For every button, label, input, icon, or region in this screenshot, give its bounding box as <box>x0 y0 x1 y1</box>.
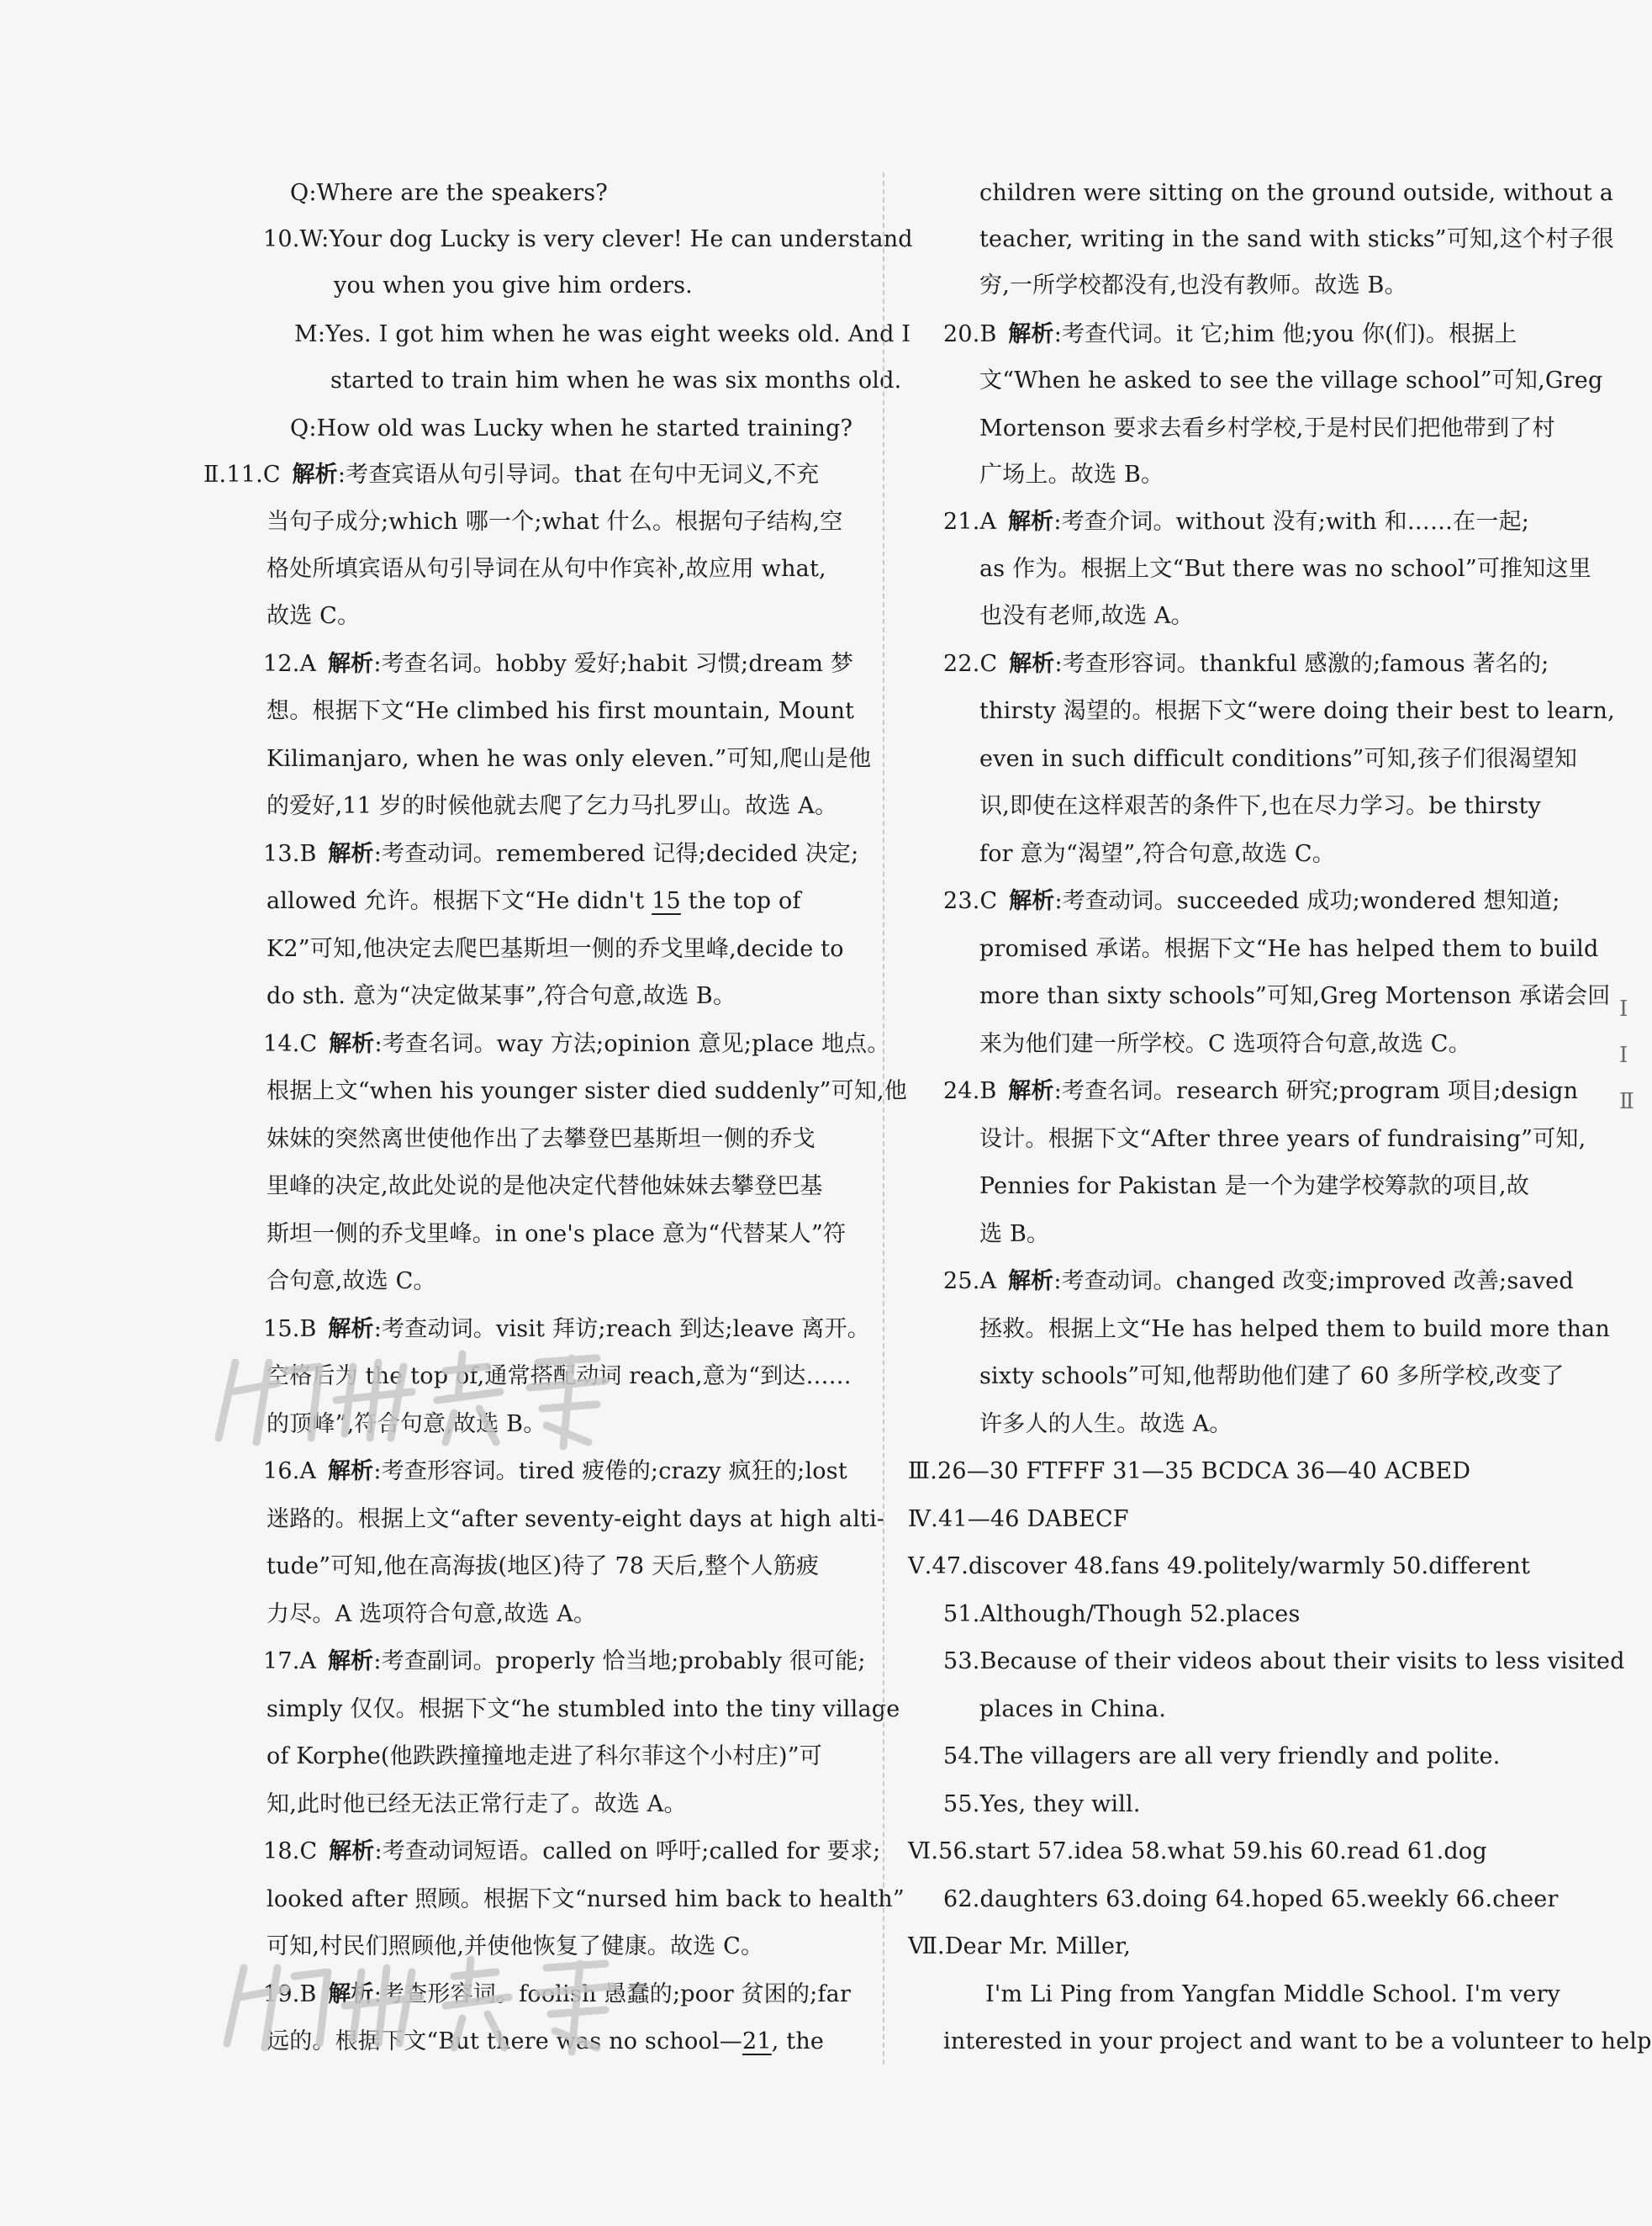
text-line <box>267 743 871 776</box>
text-line <box>979 1693 1166 1726</box>
text-line <box>263 1835 880 1869</box>
line-text: K2”可知,他决定去爬巴基斯坦一侧的乔戈里峰,decide to <box>267 936 844 962</box>
line-text: 20.B <box>943 321 997 347</box>
text-line <box>979 838 1335 871</box>
text-line <box>267 1218 846 1251</box>
text-line <box>943 505 1529 539</box>
text-line <box>979 600 1194 633</box>
text-line <box>979 177 1613 210</box>
line-text: of Korphe(他跌跌撞撞地走进了科尔菲这个小村庄)”可 <box>267 1743 822 1769</box>
line-text: 25.A <box>943 1268 997 1294</box>
line-text: :考查名词。research 研究;program 项目;design <box>1053 1078 1579 1104</box>
line-text: 妹妹的突然离世使他作出了去攀登巴基斯坦一侧的乔戈 <box>267 1126 815 1152</box>
text-line <box>908 1455 1470 1488</box>
text-line <box>979 1360 1564 1393</box>
edge-mark: Ⅱ <box>1619 1089 1634 1114</box>
analysis-label: 解析 <box>328 841 374 867</box>
line-text: 根据上文“when his younger sister died suddenly”可知,他 <box>267 1078 908 1104</box>
line-text: simply 仅仅。根据下文“he stumbled into the tiny village <box>267 1696 900 1722</box>
text-line <box>267 695 854 728</box>
line-text: 里峰的决定,故此处说的是他决定代替他妹妹去攀登巴基 <box>267 1173 823 1199</box>
edge-mark: Ⅰ <box>1619 997 1628 1022</box>
text-line <box>943 1883 1559 1917</box>
text-line <box>908 1503 1129 1536</box>
line-text: 22.C <box>943 651 998 677</box>
line-text: even in such difficult conditions”可知,孩子们很渴望知 <box>979 746 1578 772</box>
line-text: 也没有老师,故选 A。 <box>979 603 1194 629</box>
text-line <box>979 695 1615 728</box>
text-line <box>267 1123 815 1156</box>
line-text: 62.daughters 63.doing 64.hoped 65.weekly 66.cheer <box>943 1886 1559 1912</box>
analysis-label: 解析 <box>1007 1268 1054 1294</box>
line-text: tude”可知,他在高海拔(地区)待了 78 天后,整个人筋疲 <box>267 1553 820 1579</box>
text-line <box>294 318 910 352</box>
line-text: 远的。根据下文“But there was no school— <box>267 2028 742 2054</box>
analysis-label: 解析 <box>327 651 374 677</box>
line-text: 13.B <box>263 841 317 867</box>
line-text: promised 承诺。根据下文“He has helped them to build <box>979 936 1599 962</box>
text-line <box>979 1218 1049 1251</box>
line-text: :考查名词。hobby 爱好;habit 习惯;dream 梦 <box>373 651 854 677</box>
text-line <box>979 364 1602 398</box>
text-line <box>203 458 819 492</box>
line-text: 的顶峰”,符合句意,故选 B。 <box>267 1411 546 1437</box>
text-line <box>263 1455 847 1488</box>
text-line <box>979 743 1577 776</box>
line-text: :考查代词。it 它;him 他;you 你(们)。根据上 <box>1053 321 1517 347</box>
line-text: , the <box>771 2028 825 2054</box>
line-text: :考查介词。without 没有;with 和……在一起; <box>1053 509 1530 535</box>
analysis-label: 解析 <box>1007 509 1054 535</box>
line-text: 拯救。根据上文“He has helped them to build more than <box>979 1316 1610 1342</box>
line-text: 合句意,故选 C。 <box>267 1268 436 1294</box>
analysis-label: 解析 <box>1009 651 1055 677</box>
analysis-label: 解析 <box>329 1031 375 1057</box>
line-text: interested in your project and want to be a volunteer to help <box>943 2028 1652 2054</box>
line-text: Q:Where are the speakers? <box>290 180 608 206</box>
text-line <box>943 885 1560 918</box>
line-text: :考查动词。remembered 记得;decided 决定; <box>373 841 859 867</box>
text-line <box>979 790 1541 823</box>
line-text: do sth. 意为“决定做某事”,符合句意,故选 B。 <box>267 983 736 1009</box>
text-line <box>267 600 360 633</box>
line-text: Ⅳ.41—46 DABECF <box>908 1506 1129 1532</box>
line-text: 想。根据下文“He climbed his first mountain, Mount <box>267 698 855 724</box>
edge-mark: Ⅰ <box>1619 1043 1628 1068</box>
text-line <box>267 1930 763 1964</box>
text-line <box>943 1788 1141 1822</box>
line-text: 12.A <box>263 651 317 677</box>
line-text: :考查动词。succeeded 成功;wondered 想知道; <box>1054 888 1560 914</box>
text-line <box>330 364 901 398</box>
text-line <box>943 318 1517 352</box>
text-line <box>290 177 608 210</box>
text-line <box>267 1740 822 1774</box>
text-line <box>267 1265 436 1298</box>
line-text: 故选 C。 <box>267 603 361 629</box>
line-text: 识,即使在这样艰苦的条件下,也在尽力学习。be thirsty <box>979 793 1541 819</box>
text-line <box>267 1408 546 1441</box>
line-text: Ⅵ.56.start 57.idea 58.what 59.his 60.read 61.dog <box>908 1838 1487 1864</box>
line-text: :考查副词。properly 恰当地;probably 很可能; <box>373 1648 866 1674</box>
analysis-label: 解析 <box>328 1981 374 2007</box>
line-text: 选 B。 <box>979 1221 1050 1247</box>
line-text: sixty schools”可知,他帮助他们建了 60 多所学校,改变了 <box>979 1363 1565 1389</box>
analysis-label: 解析 <box>1008 321 1054 347</box>
line-text: 14.C <box>263 1031 318 1057</box>
text-line <box>943 1740 1500 1774</box>
line-text: 斯坦一侧的乔戈里峰。in one's place 意为“代替某人”符 <box>267 1221 847 1247</box>
analysis-label: 解析 <box>328 1316 374 1342</box>
analysis-label: 解析 <box>292 462 338 488</box>
line-text: 穷,一所学校都没有,也没有教师。故选 B。 <box>979 272 1407 299</box>
line-text: the top of <box>680 888 801 914</box>
text-line <box>263 1645 866 1679</box>
text-line <box>985 1978 1560 2012</box>
line-text: Ⅴ.47.discover 48.fans 49.politely/warmly 50.different <box>908 1553 1531 1579</box>
text-line <box>943 648 1549 681</box>
text-line <box>267 1550 819 1584</box>
line-text: thirsty 渴望的。根据下文“were doing their best to learn, <box>979 698 1615 724</box>
analysis-label: 解析 <box>1009 888 1055 914</box>
line-text: 21.A <box>943 509 997 535</box>
column-divider <box>883 172 884 2065</box>
text-line <box>267 1788 687 1822</box>
text-line <box>979 980 1610 1013</box>
line-text: 可知,村民们照顾他,并使他恢复了健康。故选 C。 <box>267 1933 764 1959</box>
analysis-label: 解析 <box>1008 1078 1054 1104</box>
line-text: :考查动词。changed 改变;improved 改善;saved <box>1053 1268 1574 1294</box>
line-text: 16.A <box>263 1458 317 1484</box>
line-text: :考查形容词。foolish 愚蠢的;poor 贫困的;far <box>373 1981 852 2007</box>
line-text: as 作为。根据上文“But there was no school”可推知这里 <box>979 556 1591 582</box>
line-text: 55.Yes, they will. <box>943 1791 1141 1817</box>
text-line <box>979 223 1614 256</box>
line-text: you when you give him orders. <box>334 272 693 299</box>
line-text: 文“When he asked to see the village school”可知,Greg <box>979 367 1603 394</box>
line-text: allowed 允许。根据下文“He didn't <box>267 888 652 914</box>
text-line <box>267 1170 823 1203</box>
line-text: :考查动词短语。called on 呼吁;called for 要求; <box>374 1838 881 1864</box>
line-text: :考查形容词。tired 疲倦的;crazy 疯狂的;lost <box>373 1458 847 1484</box>
text-line <box>267 2025 824 2059</box>
blank-number: 15 <box>652 888 681 914</box>
text-line <box>263 223 913 256</box>
text-line <box>267 505 842 539</box>
line-text: 来为他们建一所学校。C 选项符合句意,故选 C。 <box>979 1031 1471 1057</box>
text-line <box>908 1930 1131 1964</box>
text-line <box>943 2025 1652 2059</box>
line-text: 许多人的人生。故选 A。 <box>979 1411 1232 1437</box>
text-line <box>267 1598 596 1631</box>
text-line <box>943 1075 1578 1108</box>
line-text: 的爱好,11 岁的时候他就去爬了乞力马扎罗山。故选 A。 <box>267 793 838 819</box>
text-line <box>943 1598 1301 1631</box>
text-line <box>979 458 1164 492</box>
line-text: teacher, writing in the sand with sticks”可知,这个村子很 <box>979 226 1614 252</box>
text-line <box>979 933 1598 966</box>
text-line <box>267 1360 852 1393</box>
analysis-label: 解析 <box>327 1458 374 1484</box>
line-text: Q:How old was Lucky when he started training? <box>290 415 853 441</box>
line-text: Ⅶ.Dear Mr. Miller, <box>908 1933 1132 1959</box>
text-line <box>979 1028 1471 1061</box>
line-text: :考查形容词。thankful 感激的;famous 著名的; <box>1054 651 1549 677</box>
text-line <box>263 1978 851 2012</box>
text-line <box>979 1313 1610 1346</box>
line-text: 广场上。故选 B。 <box>979 462 1164 488</box>
line-text: Kilimanjaro, when he was only eleven.”可知,爬山是他 <box>267 746 872 772</box>
text-line <box>263 648 853 681</box>
text-line <box>979 553 1591 586</box>
line-text: started to train him when he was six months old. <box>330 367 902 394</box>
text-line <box>267 1503 884 1536</box>
line-text: children were sitting on the ground outside, without a <box>979 180 1614 206</box>
line-text: :考查动词。visit 拜访;reach 到达;leave 离开。 <box>373 1316 871 1342</box>
text-line <box>267 1075 907 1108</box>
line-text: 24.B <box>943 1078 997 1104</box>
line-text: 力尽。A 选项符合句意,故选 A。 <box>267 1601 597 1627</box>
line-text: 17.A <box>263 1648 317 1674</box>
line-text: places in China. <box>979 1696 1167 1722</box>
line-text: Mortenson 要求去看乡村学校,于是村民们把他带到了村 <box>979 415 1555 441</box>
line-text: more than sixty schools”可知,Greg Mortenson 承诺会回 <box>979 983 1611 1009</box>
line-text: 18.C <box>263 1838 318 1864</box>
text-line <box>943 1265 1574 1298</box>
text-line <box>267 553 826 586</box>
line-text: 10.W:Your dog Lucky is very clever! He can understand <box>263 226 913 252</box>
line-text: 格处所填宾语从句引导词在从句中作宾补,故应用 what, <box>267 556 826 582</box>
line-text: I'm Li Ping from Yangfan Middle School. I'm very <box>985 1981 1561 2007</box>
line-text: 53.Because of their videos about their visits to less visited <box>943 1648 1625 1674</box>
line-text: looked after 照顾。根据下文“nursed him back to health” <box>267 1886 905 1912</box>
line-text: 空格后为 the top of,通常搭配动词 reach,意为“到达…… <box>267 1363 852 1389</box>
text-line <box>334 269 693 303</box>
text-line <box>267 1883 905 1917</box>
text-line <box>263 1028 890 1061</box>
line-text: Ⅲ.26—30 FTFFF 31—35 BCDCA 36—40 ACBED <box>908 1458 1471 1484</box>
text-line <box>263 838 858 871</box>
line-text: 当句子成分;which 哪一个;what 什么。根据句子结构,空 <box>267 509 843 535</box>
analysis-label: 解析 <box>329 1838 375 1864</box>
text-line <box>290 412 852 446</box>
line-text: M:Yes. I got him when he was eight weeks old. And I <box>294 321 911 347</box>
line-text: 设计。根据下文“After three years of fundraising”可知, <box>979 1126 1586 1152</box>
line-text: 知,此时他已经无法正常行走了。故选 A。 <box>267 1791 687 1817</box>
text-line <box>908 1550 1530 1584</box>
text-line <box>943 1645 1625 1679</box>
line-text: :考查宾语从句引导词。that 在句中无词义,不充 <box>337 462 820 488</box>
line-text: :考查名词。way 方法;opinion 意见;place 地点。 <box>374 1031 890 1057</box>
text-line <box>267 885 801 918</box>
line-text: 15.B <box>263 1316 317 1342</box>
text-line <box>979 269 1407 303</box>
text-line <box>979 1123 1586 1156</box>
text-line <box>267 980 736 1013</box>
line-text: Ⅱ.11.C <box>203 462 281 488</box>
blank-number: 21 <box>742 2028 772 2054</box>
analysis-label: 解析 <box>327 1648 374 1674</box>
text-line <box>267 933 844 966</box>
text-line <box>979 1408 1232 1441</box>
text-line <box>263 1313 870 1346</box>
line-text: 54.The villagers are all very friendly and polite. <box>943 1743 1501 1769</box>
text-line <box>267 790 837 823</box>
text-line <box>267 1693 900 1726</box>
line-text: 51.Although/Though 52.places <box>943 1601 1301 1627</box>
line-text: for 意为“渴望”,符合句意,故选 C。 <box>979 841 1335 867</box>
text-line <box>979 1170 1529 1203</box>
line-text: Pennies for Pakistan 是一个为建学校筹款的项目,故 <box>979 1173 1529 1199</box>
text-line <box>908 1835 1487 1869</box>
text-line <box>979 412 1555 446</box>
line-text: 19.B <box>263 1981 317 2007</box>
line-text: 23.C <box>943 888 998 914</box>
line-text: 迷路的。根据上文“after seventy-eight days at high alti- <box>267 1506 885 1532</box>
